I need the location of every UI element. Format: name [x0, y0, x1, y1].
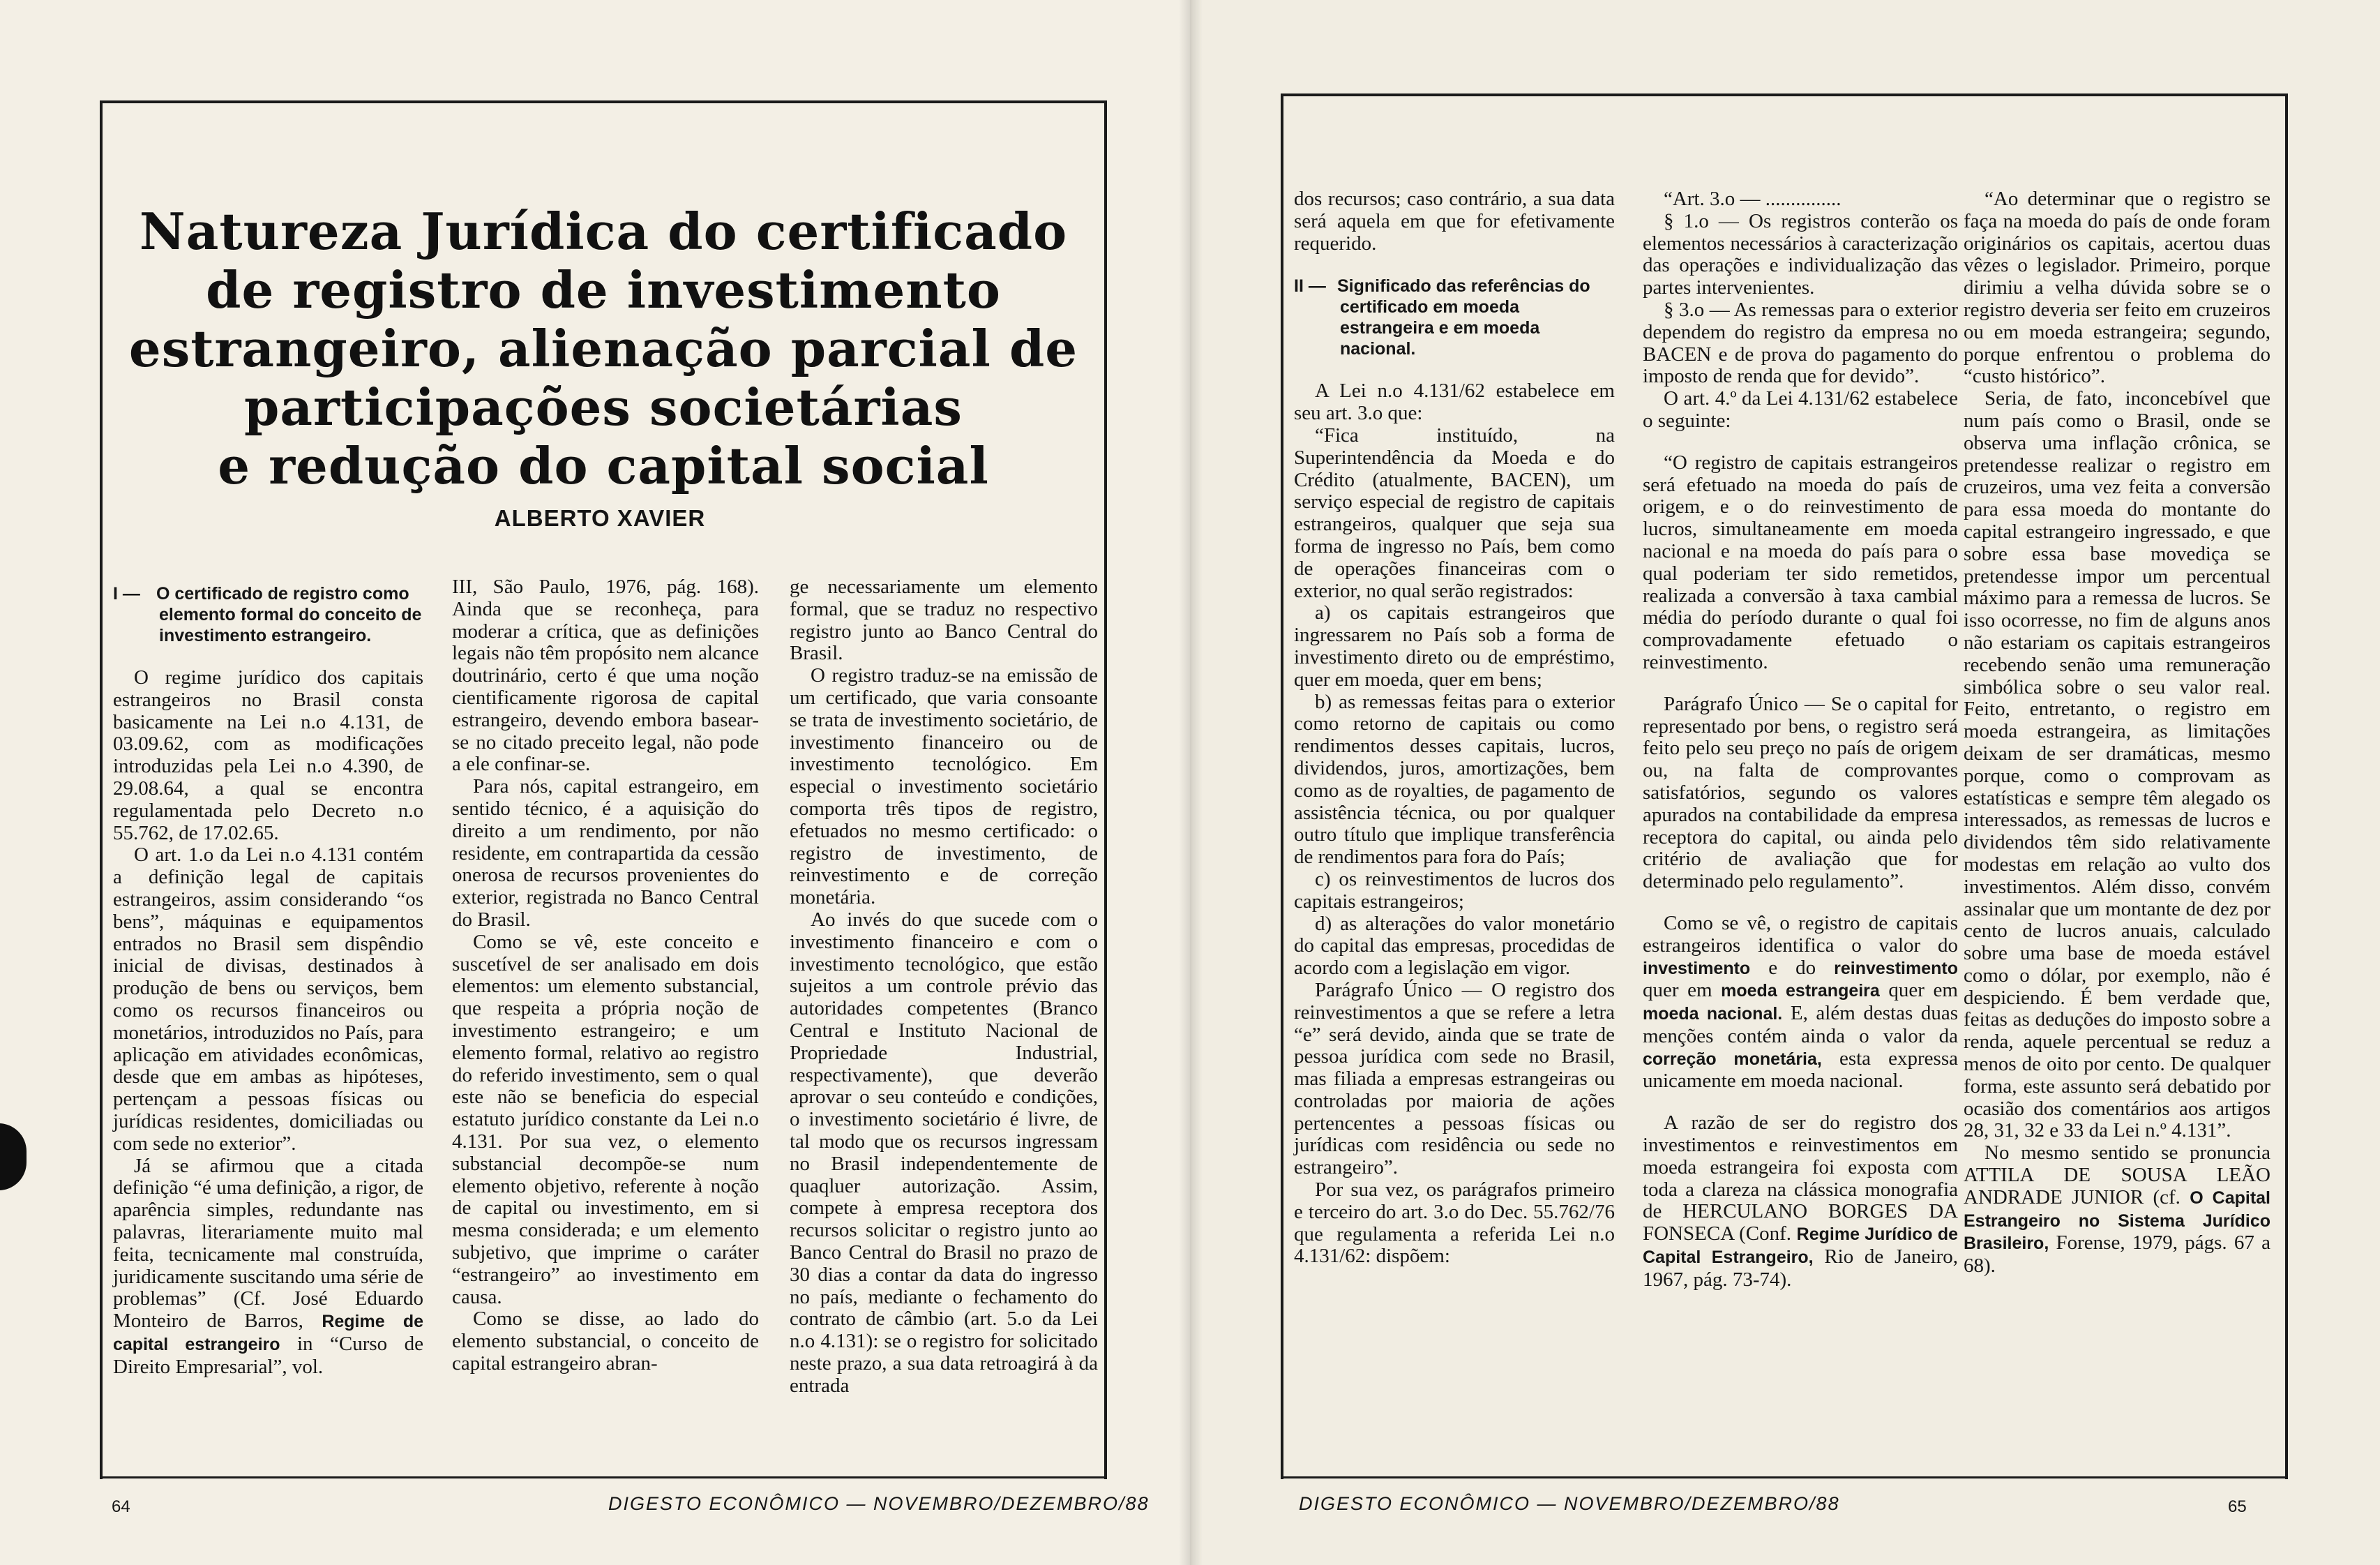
running-title-right: DIGESTO ECONÔMICO — NOVEMBRO/DEZEMBRO/88 — [1299, 1493, 1840, 1514]
paragraph-text: quer em — [1879, 979, 1958, 1002]
paragraph-text: No mesmo sentido se pronuncia ATTILA DE SOUSA LEÃO ANDRADE JUNIOR (cf. — [1964, 1141, 2270, 1208]
paragraph — [1964, 1142, 2270, 1278]
section-number: II — — [1294, 276, 1326, 297]
right-page-bottom-rule — [1281, 1476, 2288, 1478]
emphasis: reinvestimento — [1834, 958, 1958, 978]
page-number-left: 64 — [112, 1497, 130, 1516]
section-title: Significado das referências do certificado em moeda estrangeira e em moeda nacional. — [1337, 276, 1590, 359]
paragraph — [1643, 1112, 1958, 1291]
title-line: estrangeiro, alienação parcial de — [128, 319, 1078, 378]
paragraph: “Ao determinar que o registro se faça na moeda do país de onde foram originários os capitais, acertou duas vêzes o legislador. Primeiro, porque dirimiu a velha dúvida sobre se o registro deveria ser feito em cruzeiros ou em moeda estrangeira; segundo, porque enfrentou o problema do “custo histórico”. — [1964, 188, 2270, 388]
paragraph-text: A razão de ser do registro dos investimentos e reinvestimentos em moeda estrangeira foi exposta com toda a clareza na clássica monografia de HERCULANO BORGES DA FONSECA (Conf. — [1643, 1111, 1958, 1245]
right-column-1 — [1294, 188, 1615, 1268]
right-column-3 — [1964, 188, 2270, 1278]
paragraph-text: quer em — [1643, 979, 1722, 1002]
paragraph-text: Rio de Janeiro, 1967, pág. 73-74). — [1643, 1245, 1958, 1291]
author-name: ALBERTO XAVIER — [494, 505, 706, 531]
title-line: de registro de investimento — [206, 260, 1001, 320]
page-gutter — [1179, 0, 1203, 1565]
paragraph: Por sua vez, os parágrafos primeiro e terceiro do art. 3.o do Dec. 55.762/76 que regulamenta a referida Lei n.o 4.131/62: dispõem: — [1294, 1178, 1615, 1268]
paragraph: O art. 1.o da Lei n.o 4.131 contém a definição legal de capitais estrangeiros, assim considerando “os bens”, máquinas e equipamentos entrados no Brasil sem dispêndio inicial de divisas, destinados à produção de bens ou serviços, bem como os recursos financeiros ou monetários, introduzidos no País, para aplicação em atividades econômicas, desde que em ambas as hipóteses, pertençam a pessoas físicas ou jurídicas residentes, domiciliadas ou com sede no exterior”. — [113, 844, 423, 1155]
paragraph: “Fica instituído, na Superintendência da Moeda e do Crédito (atualmente, BACEN), um serviço especial de registro de capitais estrangeiros, qualquer que seja sua forma de ingresso no País, bem como de operações financeiras com o exterior, no qual serão registrados: — [1294, 424, 1615, 602]
paragraph: Parágrafo Único — Se o capital for representado por bens, o registro será feito pelo seu preço no país de origem ou, na falta de comprovantes satisfatórios, segundo os valores apurados na contabilidade da empresa receptora do capital, ou ainda pelo critério de avaliação que for determinado pelo regulamento”. — [1643, 692, 1958, 893]
emphasis: correção monetária, — [1643, 1049, 1822, 1069]
title-line: Natureza Jurídica do certificado — [139, 202, 1068, 261]
left-column-1 — [113, 576, 423, 1379]
paragraph: b) as remessas feitas para o exterior como retorno de capitais ou como rendimentos desses capitais, lucros, dividendos, juros, amortizações, bem como as de royalties, de pagamento de assistência técnica, ou por qualquer outro título que implique transferência de rendimentos para fora do País; — [1294, 690, 1615, 869]
paragraph: ge necessariamente um elemento formal, que se traduz no respectivo registro junto ao Banco Central do Brasil. — [790, 576, 1098, 665]
paragraph-text: Como se vê, o registro de capitais estrangeiros identifica o valor do — [1643, 911, 1958, 957]
paragraph-text: in “Curso de Direito Empresarial”, vol. — [113, 1332, 423, 1378]
paragraph-text: Já se afirmou que a citada definição “é uma definição, a rigor, de aparência simples, redundante nas palavras, literariamente muito mal feita, tecnicamente mal construída, juridicamente suscitando uma série de problemas” (Cf. José Eduardo Monteiro de Barros, — [113, 1154, 423, 1333]
paragraph-text: E, além destas duas menções contém ainda o valor da — [1643, 1002, 1959, 1047]
scan-binding-mark — [0, 1123, 27, 1190]
paragraph-text: esta expressa unicamente em moeda nacional. — [1643, 1047, 1958, 1093]
paragraph: “Art. 3.o — ............... — [1664, 188, 1842, 210]
page-number-right: 65 — [2228, 1497, 2247, 1516]
emphasis: moeda estrangeira — [1721, 981, 1880, 1001]
paragraph: Como se disse, ao lado do elemento substancial, o conceito de capital estrangeiro abran- — [452, 1308, 759, 1375]
paragraph: Como se vê, este conceito e suscetível de ser analisado em dois elementos: um elemento substancial, que respeita a própria noção de investimento estrangeiro; e um elemento formal, relativo ao registro do referido investimento, sem o qual este não se beneficia do especial estatuto jurídico constante da Lei n.o 4.131. Por sua vez, o elemento substancial decompõe-se num elemento objetivo, referente à noção de capital ou investimento, em si mesma considerada; e um elemento subjetivo, que imprime o caráter “estrangeiro” ao investimento em causa. — [452, 930, 759, 1308]
paragraph: Seria, de fato, inconcebível que num país como o Brasil, onde se observa uma inflação crônica, se pretendesse realizar o registro em cruzeiros, uma vez feita a conversão para essa moeda do montante do capital estrangeiro ingressado, e que sobre essa base movediça se pretendesse impor um percentual máximo para a remessa de lucros. Se isso ocorresse, no fim de alguns anos não estariam os capitais estrangeiros recebendo senão uma remuneração simbólica sobre o seu valor real. Feito, entretanto, o registro em moeda estrangeira, as limitações deixam de ser dramáticas, mesmo porque, como o comprovam as estatísticas e sempre têm alegado os interessados, as remessas de lucros e dividendos têm sido relativamente modestas em relação ao vulto dos investimentos. Além disso, convém assinalar que um montante de dez por cento de lucros anuais, calculado sobre uma base de moeda estável como o dólar, por exemplo, não é despiciendo. É bem verdade que, feitas as deduções do imposto sobre a renda, aquele percentual se reduz a menos de oito por cento. De qualquer forma, este assunto será debatido por ocasião dos comentários aos artigos 28, 31, 32 e 33 da Lei n.º 4.131”. — [1964, 387, 2270, 1142]
cited-work-title: O Capital Estrangeiro no Sistema Jurídico Brasileiro, — [1964, 1188, 2270, 1254]
paragraph: § 3.o — As remessas para o exterior dependem do registro da empresa no BACEN e de prova do pagamento do imposto de renda que for devido”. — [1643, 298, 1958, 388]
paragraph: Ao invés do que sucede com o investimento financeiro e com o investimento tecnológico, que estão sujeitos a um controle prévio das autoridades competentes (Branco Central e Instituto Nacional de Propriedade Industrial, respectivamente), que deverão aprovar o seu conteúdo e condições, o investimento societário é livre, de tal modo que os recursos ingressam no Brasil independentemente de quaqluer autorização. Assim, compete à empresa receptora dos recursos solicitar o registro junto ao Banco Central do Brasil no prazo de 30 dias a contar da data do ingresso no país, mediante o fechamento do contrato de câmbio (art. 5.o da Lei n.o 4.131): se o registro for solicitado neste prazo, a sua data retroagirá à da entrada — [790, 908, 1098, 1397]
paragraph: Para nós, capital estrangeiro, em sentido técnico, é a aquisição do direito a um rendimento, por não residente, em contrapartida da cessão onerosa de recursos provenientes do exterior, registrada no Banco Central do Brasil. — [452, 775, 759, 931]
section-heading-2 — [1294, 276, 1615, 359]
paragraph: O regime jurídico dos capitais estrangeiros no Brasil consta basicamente na Lei n.o 4.131, de 03.09.62, com as modificações introduzidas pela Lei n.o 4.390, de 29.08.64, a qual se encontra regulamentada pelo Decreto n.o 55.762, de 17.02.65. — [113, 666, 423, 844]
cited-work-title: Regime Jurídico de Capital Estrangeiro, — [1643, 1225, 1958, 1268]
paragraph: “O registro de capitais estrangeiros será efetuado na moeda do país de origem, e o do reinvestimento de lucros, simultaneamente em moeda nacional e na moeda do país para o qual poderiam ter sido remetidos, realizada a conversão à taxa cambial média do período durante o qual foi comprovadamente efetuado o reinvestimento. — [1643, 451, 1958, 673]
title-line: participações societárias — [244, 377, 963, 437]
section-heading-1 — [113, 583, 423, 646]
running-title-left: DIGESTO ECONÔMICO — NOVEMBRO/DEZEMBRO/88 — [608, 1493, 1150, 1514]
emphasis: moeda nacional. — [1643, 1004, 1783, 1024]
left-column-2 — [452, 576, 759, 1375]
paragraph: O art. 4.º da Lei 4.131/62 estabelece o seguinte: — [1643, 387, 1958, 432]
paragraph: dos recursos; caso contrário, a sua data será aquela em que for efetivamente requerido. — [1294, 188, 1615, 255]
paragraph — [1643, 913, 1958, 1093]
paragraph: a) os capitais estrangeiros que ingressarem no País sob a forma de investimento direto ou de empréstimo, quer em moeda, quer em bens; — [1294, 601, 1615, 691]
paragraph-text: Forense, 1979, págs. 67 a 68). — [1964, 1231, 2270, 1278]
paragraph: O registro traduz-se na emissão de um certificado, que varia consoante se trata de investimento societário, de investimento financeiro ou de investimento tecnológico. Em especial o investimento societário comporta três tipos de registro, efetuados no mesmo certificado: o registro de investimento, de reinvestimento e de correção monetária. — [790, 664, 1098, 909]
paragraph — [113, 1155, 423, 1379]
emphasis: investimento — [1643, 958, 1751, 978]
left-column-3 — [790, 576, 1098, 1397]
paragraph: § 1.o — Os registros conterão os elementos necessários à caracterização das operações e individualização das partes intervenientes. — [1643, 209, 1958, 299]
paragraph: c) os reinvestimentos de lucros dos capitais estrangeiros; — [1294, 867, 1615, 913]
paragraph-text: e do — [1750, 956, 1835, 979]
left-page-bottom-rule — [100, 1476, 1107, 1478]
right-column-2 — [1643, 188, 1958, 1291]
paragraph: Parágrafo Único — O registro dos reinvestimentos a que se refere a letra “e” será devido, ainda que se trate de pessoa jurídica com sede no Brasil, mas filiada a empresas estrangeiras ou controladas por maioria de ações pertencentes a pessoas físicas ou jurídicas com residência ou sede no estrangeiro”. — [1294, 978, 1615, 1179]
cited-work-title: Regime de capital estrangeiro — [113, 1312, 423, 1354]
article-title — [112, 202, 1095, 495]
section-number: I — — [113, 584, 140, 604]
paragraph: III, São Paulo, 1976, pág. 168). Ainda que se reconheça, para moderar a crítica, que as definições legais não têm propósito nem alcance doutrinário, certo é que uma noção cientificamente rigorosa de capital estrangeiro, devendo embora basear-se no citado preceito legal, não pode a ele confinar-se. — [452, 576, 759, 776]
section-title: O certificado de registro como elemento formal do conceito de investimento estrangeiro. — [156, 584, 422, 645]
paragraph: A Lei n.o 4.131/62 estabelece em seu art. 3.o que: — [1294, 380, 1615, 425]
title-line: e redução do capital social — [218, 436, 989, 495]
paragraph: d) as alterações do valor monetário do capital das empresas, procedidas de acordo com a legislação em vigor. — [1294, 912, 1615, 980]
